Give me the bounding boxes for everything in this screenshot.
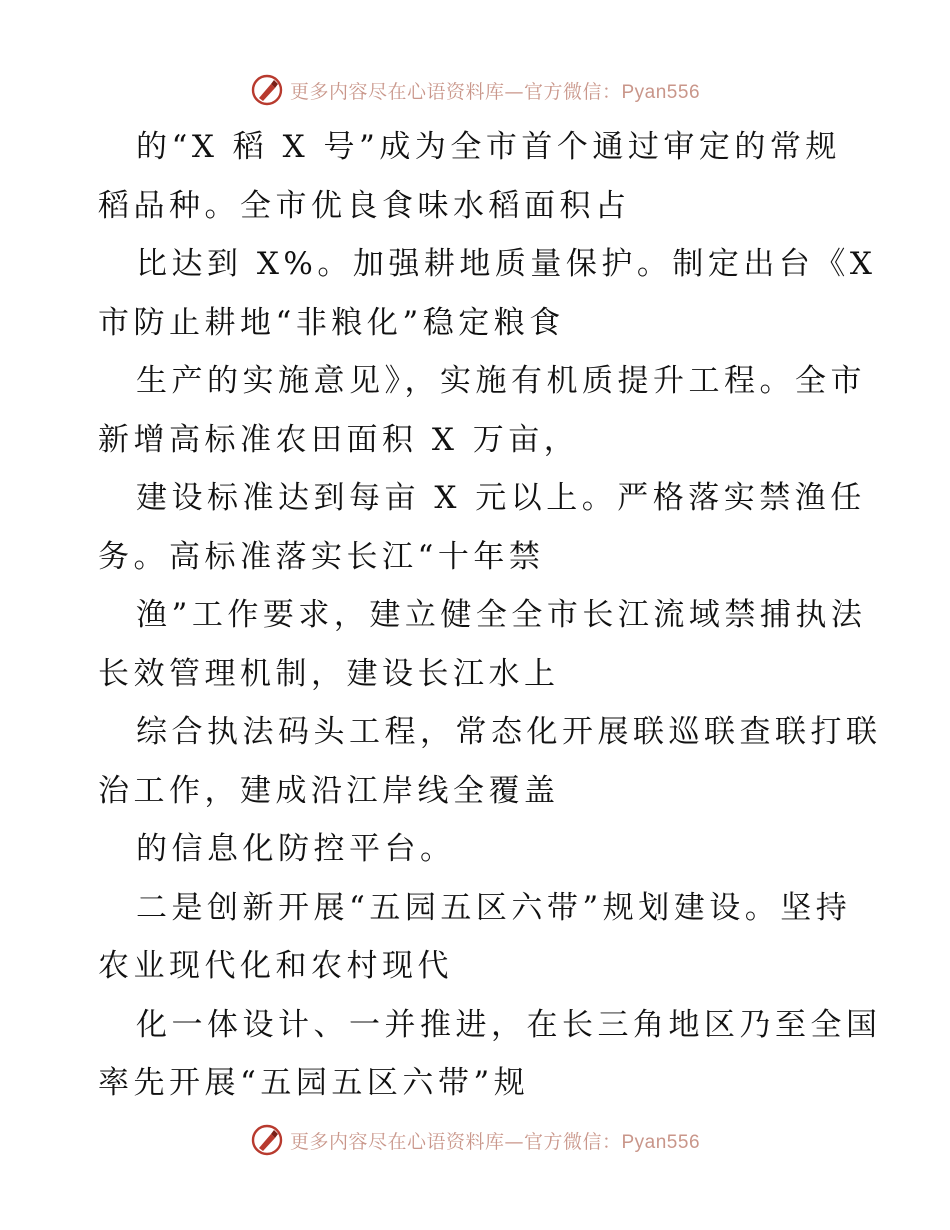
text-line: 农业现代化和农村现代: [98, 948, 453, 984]
text-line: 渔”工作要求，建立健全全市长江流域禁捕执法: [136, 597, 867, 633]
text-line: 化一体设计、一并推进，在长三角地区乃至全国: [136, 1006, 882, 1043]
text-line: 长效管理机制，建设长江水上: [98, 655, 560, 692]
watermark-text: 更多内容尽在心语资料库—官方微信：Pyan556: [289, 80, 701, 103]
text-line: 比达到 X%。加强耕地质量保护。制定出台《X: [136, 246, 877, 282]
text-line: 市防止耕地“非粮化”稳定粮食: [98, 304, 565, 341]
pen-logo-icon: [250, 1123, 284, 1157]
text-line: 建设标准达到每亩 X 元以上。严格落实禁渔任: [136, 480, 866, 516]
pen-logo-icon: [250, 73, 284, 107]
text-line: 的“X 稻 X 号”成为全市首个通过审定的常规: [136, 129, 841, 165]
text-line: 二是创新开展“五园五区六带”规划建设。坚持: [136, 889, 852, 926]
text-line: 稻品种。全市优良食味水稻面积占: [98, 187, 631, 224]
text-line: 生产的实施意见》，实施有机质提升工程。全市: [136, 363, 866, 399]
text-line: 的信息化防控平台。: [136, 831, 456, 867]
document-body: [98, 118, 882, 1113]
text-line: 务。高标准落实长江“十年禁: [98, 538, 545, 575]
footer-watermark: [0, 1120, 950, 1160]
text-line: 新增高标准农田面积 X 万亩，: [98, 421, 580, 458]
text-line: 综合执法码头工程，常态化开展联巡联查联打联: [136, 714, 882, 750]
text-line: 率先开展“五园五区六带”规: [98, 1065, 530, 1101]
text-line: 治工作，建成沿江岸线全覆盖: [98, 772, 560, 809]
header-watermark: [0, 70, 950, 110]
watermark-text: 更多内容尽在心语资料库—官方微信：Pyan556: [289, 1130, 701, 1153]
